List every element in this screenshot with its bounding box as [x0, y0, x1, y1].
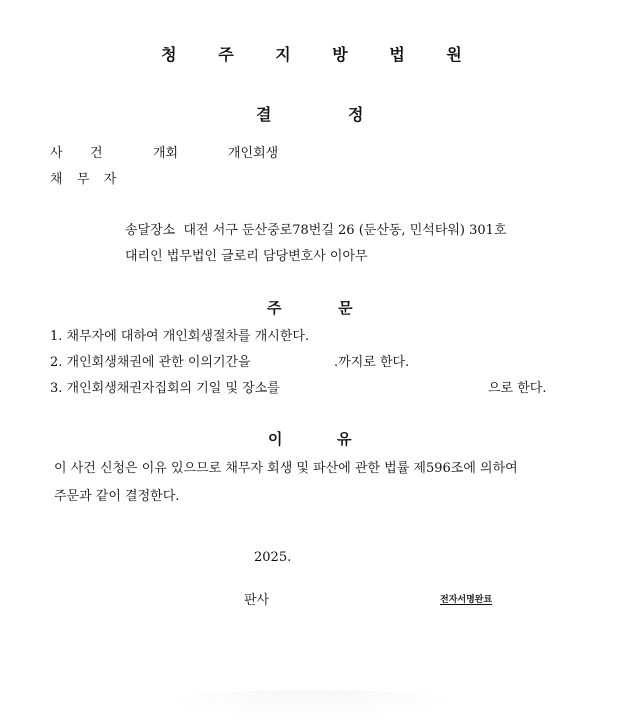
debtor-label [50, 168, 116, 187]
debtor-label-char: 무 [76, 172, 90, 187]
document-title-char: 정 [348, 105, 364, 124]
court-name-char: 방 [332, 45, 348, 64]
agent: 대리인 법무법인 글로리 담당변호사 이아무 [125, 249, 368, 264]
order-item-2-suffix: .까지로 한다. [334, 355, 410, 370]
court-name-char: 지 [275, 45, 291, 64]
court-name-char: 원 [446, 45, 462, 64]
court-name-char: 주 [218, 45, 234, 64]
document-title-char: 결 [256, 105, 272, 124]
debtor-label-char: 채 [50, 172, 63, 187]
order-item-3: 3. 개인회생채권자집회의 기일 및 장소를 [50, 381, 280, 396]
case-label-char: 건 [90, 146, 103, 161]
case-name: 개인회생 [228, 146, 279, 161]
debtor-label-char: 자 [103, 172, 117, 187]
decision-date: 2025. [254, 550, 292, 565]
case-label [50, 142, 63, 161]
page-bottom-shadow [150, 690, 470, 720]
judge-label: 판사 [244, 593, 270, 608]
order-item-3-suffix: 으로 한다. [488, 381, 547, 396]
case-number-prefix: 개회 [153, 146, 179, 161]
reason-heading-char: 유 [337, 430, 352, 448]
order-item-1: 1. 채무자에 대하여 개인회생절차를 개시한다. [50, 329, 310, 344]
reason-line-2: 주문과 같이 결정한다. [54, 489, 180, 504]
order-heading-char: 문 [338, 299, 353, 317]
reason-line-1: 이 사건 신청은 이유 있으므로 채무자 회생 및 파산에 관한 법률 제596조에 의하여 [54, 461, 518, 476]
case-label-char: 사 [50, 146, 63, 161]
order-item-2: 2. 개인회생채권에 관한 이의기간을 [50, 355, 251, 370]
order-heading-char: 주 [267, 299, 282, 317]
reason-heading-char: 이 [268, 430, 283, 448]
court-name-char: 청 [161, 45, 177, 64]
e-signature-stamp: 전자서명완료 [440, 595, 493, 605]
service-address: 송달장소 대전 서구 둔산중로78번길 26 (둔산동, 민석타워) 301호 [125, 223, 507, 238]
court-name [0, 42, 623, 65]
case-label-2 [90, 142, 103, 161]
court-name-char: 법 [389, 45, 405, 64]
